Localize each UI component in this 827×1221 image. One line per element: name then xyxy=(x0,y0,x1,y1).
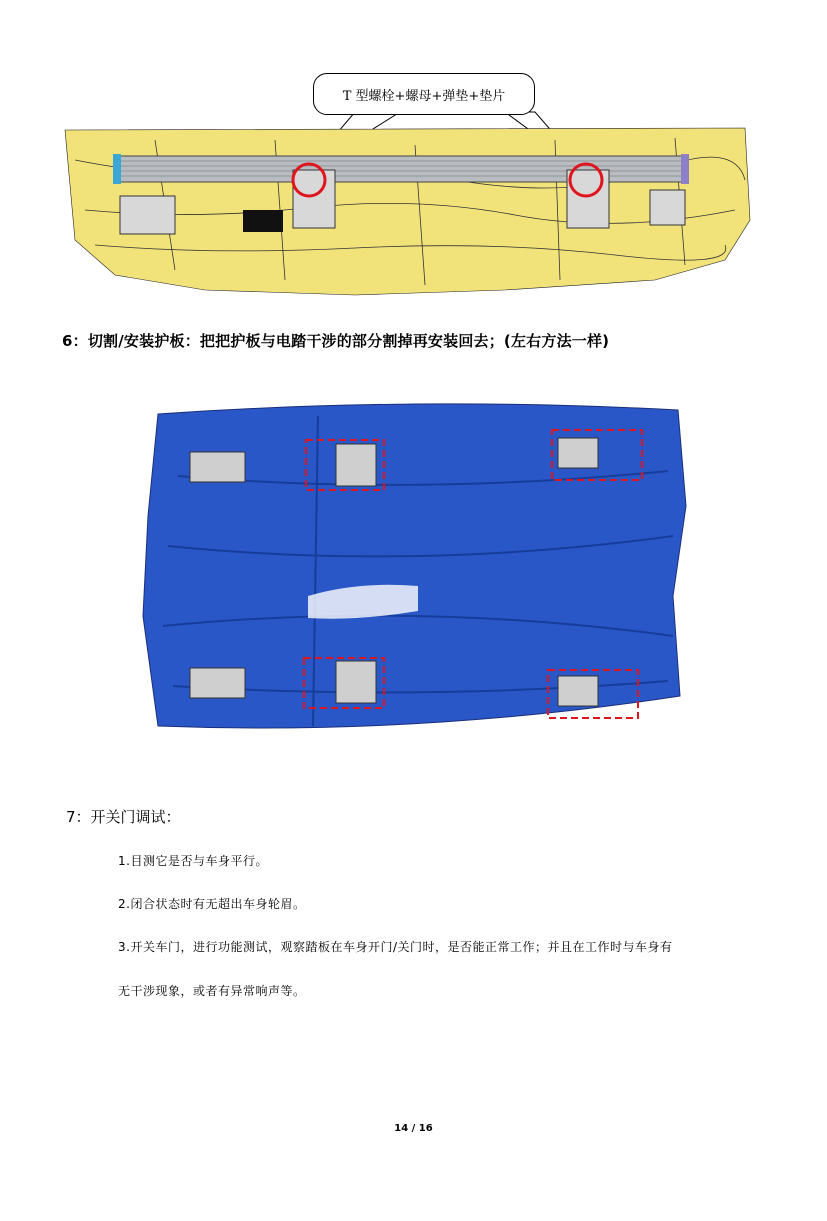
page-number: 14 / 16 xyxy=(394,1123,433,1134)
section-7-heading: 7：开关门调试： xyxy=(66,808,181,826)
check-item-3-continued: 无干涉现象，或者有异常响声等。 xyxy=(118,984,306,998)
check-item-3: 3.开关车门，进行功能测试，观察踏板在车身开门/关门时，是否能正常工作；并且在工作时与车身有 xyxy=(118,940,673,954)
section-6-heading: 6：切割/安装护板：把把护板与电踏干涉的部分割掉再安装回去；(左右方法一样) xyxy=(62,332,610,350)
check-item-1: 1.目测它是否与车身平行。 xyxy=(118,854,268,868)
underbody-guard-plate-drawing xyxy=(118,396,708,754)
check-item-2: 2.闭合状态时有无超出车身轮眉。 xyxy=(118,897,306,911)
bolt-callout: T 型螺栓+螺母+弹垫+垫片 xyxy=(313,73,535,115)
underbody-guard-plate-figure xyxy=(118,396,708,754)
